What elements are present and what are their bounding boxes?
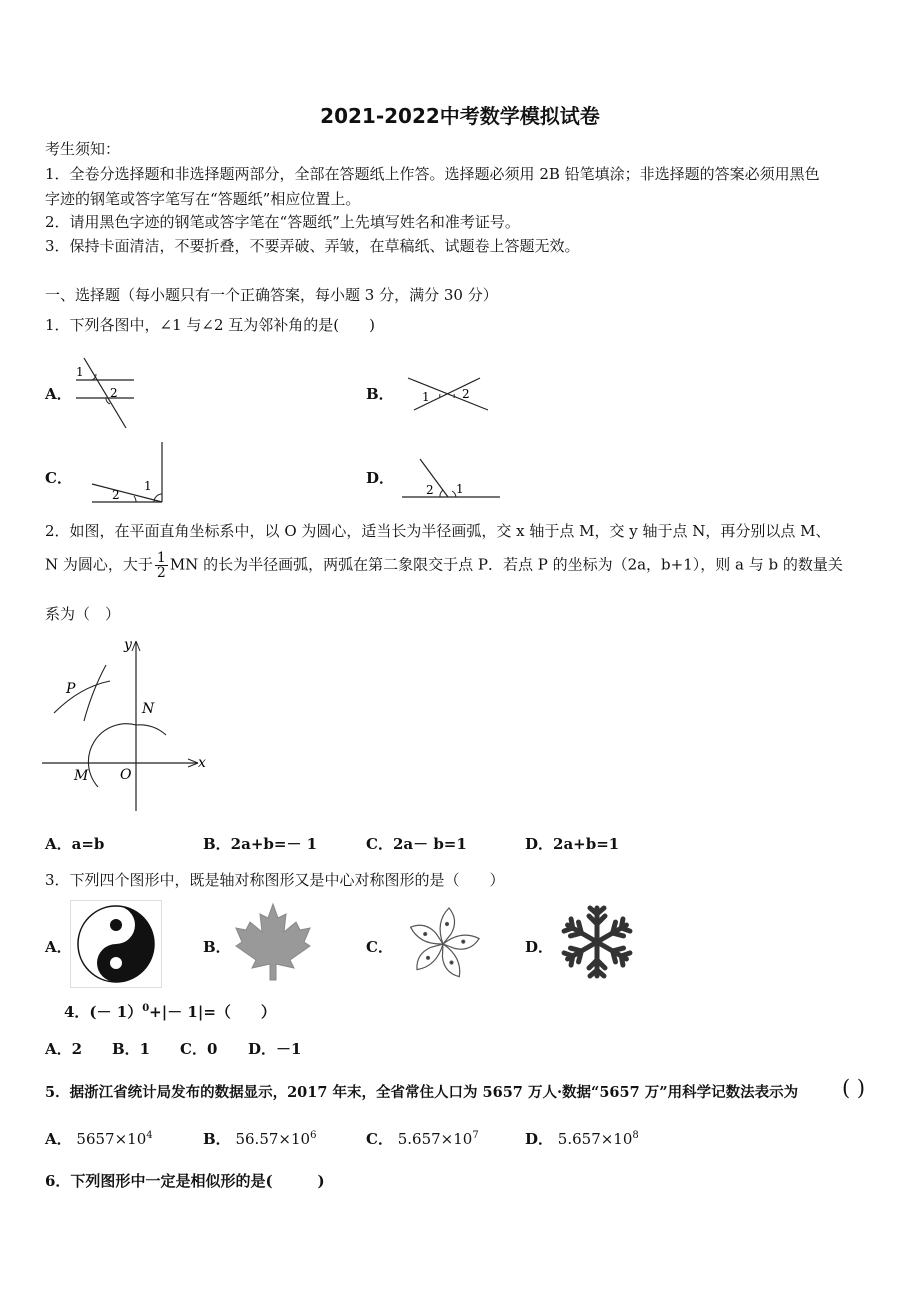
- point-p-label: P: [66, 681, 76, 697]
- q1-option-d-label: D．: [366, 469, 395, 487]
- x-axis-label: x: [198, 755, 206, 771]
- q1-figure-a: [70, 354, 140, 432]
- q3-option-d-label: D．: [525, 938, 554, 956]
- q4-option-a: A．2: [45, 1040, 83, 1058]
- q5-option-b-label: B．: [203, 1130, 231, 1148]
- snowflake-figure: [555, 900, 639, 984]
- notice-item-1-line-2: 字迹的钢笔或答字笔写在“答题纸”相应位置上。: [45, 190, 361, 208]
- origin-o-label: O: [120, 767, 132, 783]
- q2-line-2: [45, 551, 843, 580]
- q1-option-a-label: A．: [45, 385, 72, 403]
- q4-exponent: 0: [142, 1003, 150, 1014]
- q5-option-a: [45, 1128, 153, 1149]
- q4-option-c: C．0: [180, 1040, 218, 1058]
- notice-item-1-line-1: 1．全卷分选择题和非选择题两部分，全部在答题纸上作答。选择题必须用 2B 铅笔填涂；非选择题的答案必须用黑色: [45, 165, 820, 183]
- fraction-denominator: 2: [156, 565, 166, 581]
- q3-option-b-label: B．: [203, 938, 231, 956]
- q2-line-2-post: MN 的长为半径画弧，两弧在第二象限交于点 P．若点 P 的坐标为（2a，b+1），则 a 与 b 的数量关: [169, 555, 843, 574]
- q5-option-d-label: D．: [525, 1130, 554, 1148]
- q1-option-c-label: C．: [45, 469, 72, 487]
- half-fraction: [155, 551, 168, 580]
- q1-figure-b: [400, 370, 495, 415]
- q5-option-a-label: A．: [45, 1130, 72, 1148]
- q4-stem-pre: 4．(－ 1）: [64, 1003, 143, 1021]
- q5-option-c-label: C．: [366, 1130, 393, 1148]
- q1b-angle-1: 1: [422, 390, 430, 404]
- q5-option-d: [525, 1128, 639, 1149]
- q1c-angle-2: 2: [112, 488, 120, 502]
- q1-option-b-label: B．: [366, 385, 394, 403]
- q1b-angle-2: 2: [462, 387, 470, 401]
- q5-option-b-exp: 6: [310, 1130, 317, 1141]
- q2-option-b: B．2a+b=－ 1: [203, 835, 318, 853]
- maple-leaf-figure: [232, 900, 314, 982]
- q4-stem-post: +|－ 1|=（ ）: [149, 1003, 276, 1021]
- bauhinia-figure: [398, 900, 488, 988]
- y-axis-label: y: [124, 637, 132, 653]
- q1-figure-c: [88, 440, 168, 505]
- q3-option-a-label: A．: [45, 938, 72, 956]
- q2-option-a: A．a=b: [45, 835, 105, 853]
- q4-option-d: D．－1: [248, 1040, 302, 1058]
- notice-item-3: 3．保持卡面清洁，不要折叠，不要弄破、弄皱，在草稿纸、试题卷上答题无效。: [45, 237, 580, 255]
- page-title: 2021-2022中考数学模拟试卷: [320, 104, 600, 128]
- q1c-angle-1: 1: [144, 479, 152, 493]
- notice-heading: 考生须知：: [45, 140, 121, 158]
- point-m-label: M: [74, 768, 89, 784]
- q2-line-1: 2．如图，在平面直角坐标系中，以 O 为圆心，适当长为半径画弧，交 x 轴于点 M，交 y 轴于点 N，再分别以点 M、: [45, 522, 831, 540]
- q1-figure-d: [400, 455, 502, 500]
- q2-option-c: C．2a－ b=1: [366, 835, 467, 853]
- q5-option-d-exp: 8: [632, 1130, 639, 1141]
- q3-stem: 3．下列四个图形中，既是轴对称图形又是中心对称图形的是（ ）: [45, 871, 505, 889]
- q1d-angle-1: 1: [456, 482, 464, 496]
- q4-option-b: B．1: [112, 1040, 151, 1058]
- q1a-angle-2: 2: [110, 386, 118, 400]
- q6-stem: 6．下列图形中一定是相似形的是( ): [45, 1172, 325, 1190]
- q2-coordinate-figure: [40, 635, 220, 815]
- q5-option-a-base: 5657×10: [76, 1130, 147, 1148]
- q1d-angle-2: 2: [426, 483, 434, 497]
- notice-item-2: 2．请用黑色字迹的钢笔或答字笔在“答题纸”上先填写姓名和准考证号。: [45, 213, 520, 231]
- fraction-numerator: 1: [156, 550, 166, 566]
- q2-line-2-pre: N 为圆心，大于: [45, 555, 153, 574]
- q5-option-b: [203, 1128, 316, 1149]
- q2-option-d: D．2a+b=1: [525, 835, 620, 853]
- point-n-label: N: [142, 701, 155, 717]
- section-heading: 一、选择题（每小题只有一个正确答案，每小题 3 分，满分 30 分）: [45, 286, 498, 304]
- q1a-angle-1: 1: [76, 365, 84, 379]
- q5-answer-paren: ( ): [842, 1076, 866, 1100]
- yin-yang-figure: [70, 900, 162, 988]
- q5-option-b-base: 56.57×10: [235, 1130, 311, 1148]
- q2-line-3: 系为（ ）: [45, 605, 121, 623]
- q5-option-a-exp: 4: [146, 1130, 153, 1141]
- q5-stem: 5．据浙江省统计局发布的数据显示，2017 年末，全省常住人口为 5657 万人·数据“5657 万”用科学记数法表示为: [45, 1084, 799, 1101]
- q4-stem: [64, 1001, 276, 1022]
- q5-option-c-base: 5.657×10: [397, 1130, 473, 1148]
- q1-stem: 1．下列各图中，∠1 与∠2 互为邻补角的是( ): [45, 316, 376, 334]
- q5-option-c-exp: 7: [472, 1130, 479, 1141]
- q5-option-c: [366, 1128, 479, 1149]
- q3-option-c-label: C．: [366, 938, 393, 956]
- q5-option-d-base: 5.657×10: [557, 1130, 633, 1148]
